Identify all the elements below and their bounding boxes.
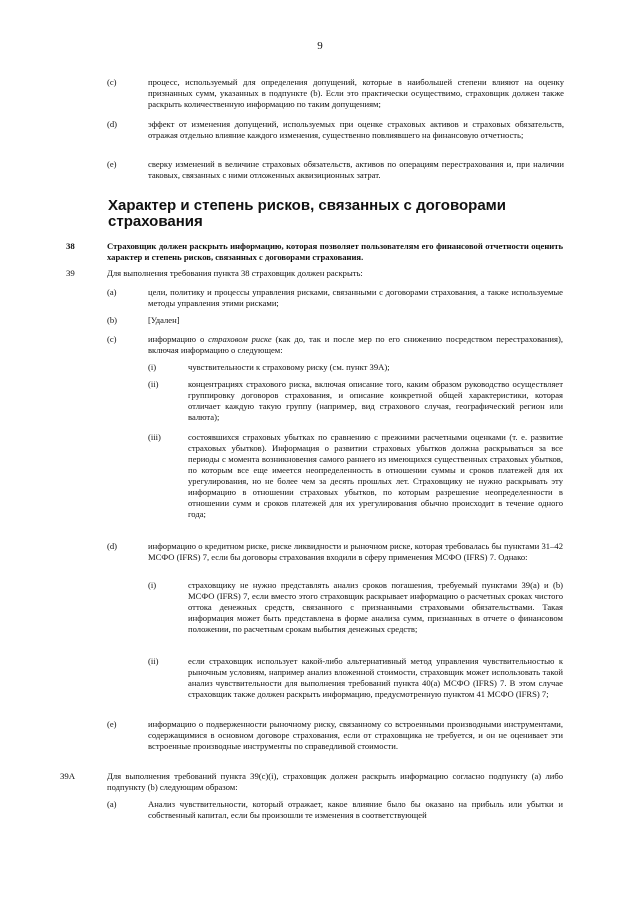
list-label-d: (d) [107,119,118,129]
p39-c-label-ii: (ii) [148,379,159,389]
p39-label-b: (b) [107,315,118,325]
p39-label-c: (c) [107,334,117,344]
p39-d-item-ii: если страховщик использует какой-либо альтернативный метод управления чувствительностью к рыночным условиям, например анализ вложенной стоимости, страховщик может использовать такой анализ чувствительности для выполнения требований пункта 40(а) МСФО (IFRS) 7. В этом случае страховщик также должен раскрыть информацию, предусмотренную пунктом 41 МСФО (IFRS) 7; [188,656,563,699]
p39-item-d: информацию о кредитном риске, риске ликвидности и рыночном риске, которая требовалась бы пунктами 31–42 МСФО (IFRS) 7, если бы договоры страхования входили в сферу применения МСФО (IFRS) 7. Однако: [148,541,563,562]
paragraph-38: Страховщик должен раскрыть информацию, которая позволяет пользователям его финансовой отчетности оценить характер и степень рисков, связанных с договорами страхования. [107,241,563,262]
p39-item-e: информацию о подверженности рыночному риску, связанному со встроенными производными инструментами, содержащимися в основном договоре страхования, если от страховщика не требуется, и он не оценивает эти встроенные производные инструменты по справедливой стоимости. [148,719,563,751]
p39-item-c-term: страховом риске [208,334,272,344]
p39-c-label-i: (i) [148,362,157,372]
paragraph-number-39a: 39А [60,771,76,781]
list-label-e: (e) [107,159,117,169]
p39-label-d: (d) [107,541,118,551]
p39-d-label-ii: (ii) [148,656,159,666]
p39-item-c-post: (как до, так и после мер по его снижению посредством перестрахования), включая информацию о следующем: [148,334,563,355]
p39-item-c-pre: информацию о [148,334,209,344]
section-heading: Характер и степень рисков, связанных с договорами страхования [108,197,506,230]
list-item-d: эффект от изменения допущений, используемых при оценке страховых активов и страховых обязательств, отражая отдельно влияние каждого изменения, существенно повлиявшего на финансовую отчетность; [148,119,564,140]
list-item-e: сверку изменений в величине страховых обязательств, активов по операциям перестрахования и, при наличии таковых, связанных с ними отложенных аквизиционных затрат. [148,159,564,180]
p39-c-label-iii: (iii) [148,432,161,442]
paragraph-39a-intro: Для выполнения требований пункта 39(с)(i), страховщик должен раскрыть информацию согласно подпункту (а) либо подпункту (b) следующим образом: [107,771,563,792]
paragraph-number-39: 39 [66,268,75,278]
p39-label-e: (e) [107,719,117,729]
list-item-c: процесс, используемый для определения допущений, которые в наибольшей степени влияют на оценку признанных сумм, указанных в подпункте (b). Если это практически осуществимо, страховщик должен также раскрыть количественную информацию по таким допущениям; [148,77,564,109]
p39-d-item-i: страховщику не нужно представлять анализ сроков погашения, требуемый пунктами 39(а) и (b) МСФО (IFRS) 7, если вместо этого страховщик раскрывает информацию о расчетных сроках чистого оттока денежных средств, связанного с признанными страховыми обязательствами. Такая информация может быть представлена в форме анализа сумм, признанных в отчете о финансовом положении, по расчетным срокам выбытия денежных средств; [188,580,563,634]
p39-c-item-iii: состоявшихся страховых убытках по сравнению с прежними расчетными оценками (т. е. развитие страховых убытков). Информация о развитии страховых убытков должна раскрываться за все периоды с момента возникновения самого раннего из имеющихся существенных страховых убытков, по которым все еще имеется неопределенность в отношении суммы и сроков платежей для их урегулирования, но не более чем за десять прошлых лет. Страховщику не нужно раскрывать эту информацию в отношении страховых убытков, по которым разрешение неопределенности в отношении сумм и сроков платежей для их урегулирования обычно происходит в течение одного года; [188,432,563,519]
p39-c-item-ii: концентрациях страхового риска, включая описание того, каким образом руководство осуществляет группировку договоров страхования, и описание конкретной общей характеристики, которая отличает каждую такую группу (например, вид страхового случая, географический регион или валюта); [188,379,563,422]
paragraph-number-38: 38 [66,241,75,251]
list-label-c: (c) [107,77,117,87]
p39a-label-a: (a) [107,799,117,809]
p39-c-item-i: чувствительности к страховому риску (см. пункт 39А); [188,362,390,372]
page-number: 9 [317,40,323,52]
p39-d-label-i: (i) [148,580,157,590]
p39a-item-a: Анализ чувствительности, который отражает, какое влияние было бы оказано на прибыль или убытки и собственный капитал, если бы произошли те изменения в соответствующей [148,799,563,820]
p39-item-b: [Удален] [148,315,180,325]
p39-item-c [148,334,563,356]
paragraph-39-intro: Для выполнения требования пункта 38 страховщик должен раскрыть: [107,268,363,278]
p39-item-a: цели, политику и процессы управления рисками, связанными с договорами страхования, а также используемые методы управления этими рисками; [148,287,563,308]
p39-label-a: (a) [107,287,117,297]
